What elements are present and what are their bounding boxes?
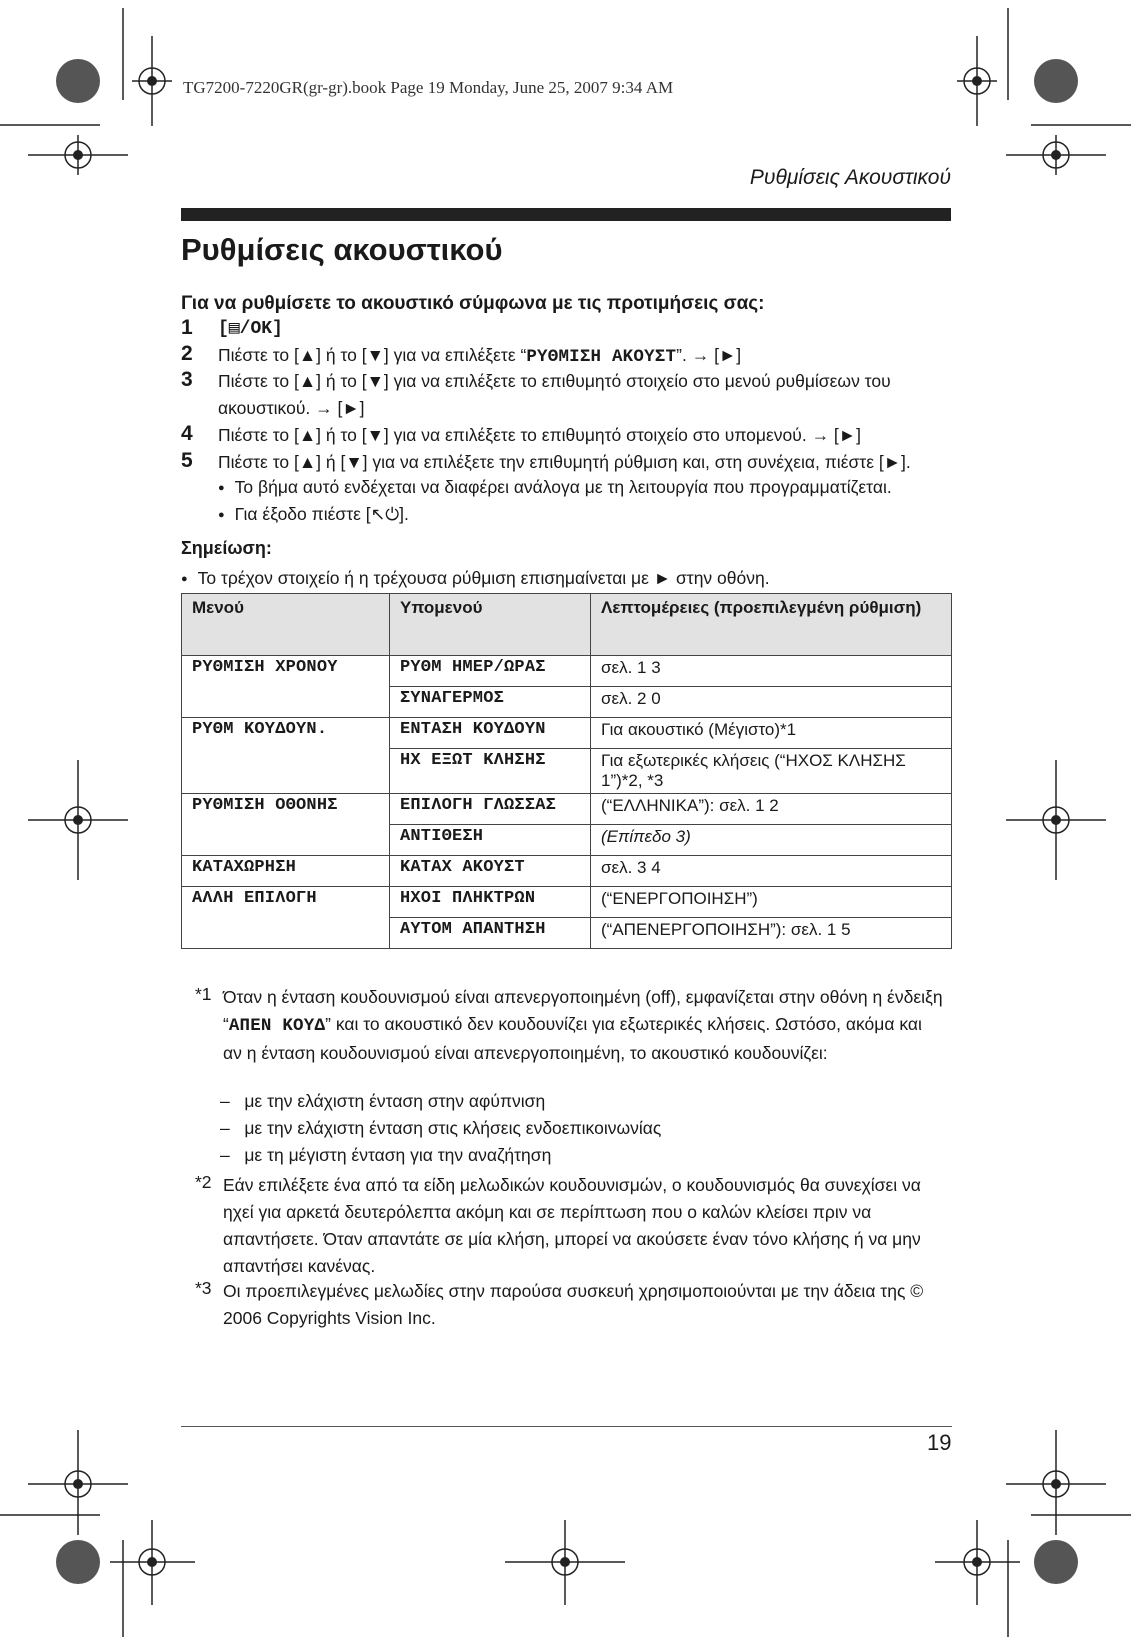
page-number: 19 bbox=[927, 1430, 952, 1455]
step-text: Πιέστε το [▲] ή το [▼] για να επιλέξετε “ΡΥΘΜΙΣΗ ΑΚΟΥΣΤ”. → [►] bbox=[218, 345, 742, 367]
footnote-text: Οι προεπιλεγμένες μελωδίες στην παρούσα συσκευή χρησιμοποιούνται με την άδεια της © 2006 Copyrights Vision Inc. bbox=[223, 1281, 924, 1328]
step-bullet: ● Το βήμα αυτό ενδέχεται να διαφέρει ανάλογα με τη λειτουργία που προγραμματίζεται. bbox=[218, 477, 892, 498]
cell-menu: ΚΑΤΑΧΩΡΗΣΗ bbox=[182, 856, 390, 887]
title-divider bbox=[181, 208, 951, 221]
intro-text: Για να ρυθμίσετε το ακουστικό σύμφωνα με τις προτιμήσεις σας: bbox=[181, 293, 765, 314]
cell-submenu: ΕΠΙΛΟΓΗ ΓΛΩΣΣΑΣ bbox=[390, 794, 591, 825]
footnote-mark: *2 bbox=[195, 1172, 212, 1192]
table-row bbox=[182, 718, 952, 749]
cell-detail: σελ. 3 4 bbox=[591, 856, 952, 887]
table-row bbox=[182, 856, 952, 887]
page-title: Ρυθμίσεις ακουστικού bbox=[181, 232, 503, 267]
step-number: 1 bbox=[181, 316, 193, 339]
cell-menu: ΑΛΛΗ ΕΠΙΛΟΓΗ bbox=[182, 887, 390, 918]
step-bullet: ● Για έξοδο πιέστε [↖⏻]. bbox=[218, 504, 409, 525]
cell-detail: σελ. 2 0 bbox=[591, 687, 952, 718]
section-title: Ρυθμίσεις Ακουστικού bbox=[749, 166, 951, 189]
cell-submenu: ΚΑΤΑΧ ΑΚΟΥΣΤ bbox=[390, 856, 591, 887]
table-row bbox=[182, 656, 952, 687]
footnote-dash-item: – με τη μέγιστη ένταση για την αναζήτηση bbox=[220, 1145, 552, 1165]
cell-submenu: ΗΧ ΕΞΩΤ ΚΛΗΣΗΣ bbox=[390, 749, 591, 794]
cell-menu bbox=[182, 749, 390, 794]
cell-menu bbox=[182, 825, 390, 856]
header-submenu: Υπομενού bbox=[390, 594, 591, 656]
step-text: Πιέστε το [▲] ή το [▼] για να επιλέξετε το επιθυμητό στοιχείο στο υπομενού. → [►] bbox=[218, 425, 861, 445]
cell-menu bbox=[182, 918, 390, 949]
footnote-mark: *1 bbox=[195, 984, 212, 1004]
cell-detail: (Επίπεδο 3) bbox=[591, 825, 952, 856]
table-row bbox=[182, 825, 952, 856]
step-number: 2 bbox=[181, 342, 193, 365]
cell-submenu: ΑΥΤΟΜ ΑΠΑΝΤΗΣΗ bbox=[390, 918, 591, 949]
cell-menu bbox=[182, 687, 390, 718]
table-row bbox=[182, 887, 952, 918]
book-header: TG7200-7220GR(gr-gr).book Page 19 Monday, June 25, 2007 9:34 AM bbox=[183, 78, 674, 97]
cell-submenu: ΡΥΘΜ ΗΜΕΡ/ΩΡΑΣ bbox=[390, 656, 591, 687]
footnote-dash-item: – με την ελάχιστη ένταση στην αφύπνιση bbox=[220, 1091, 546, 1111]
step-number: 3 bbox=[181, 368, 193, 391]
cell-submenu: ΗΧΟΙ ΠΛΗΚΤΡΩΝ bbox=[390, 887, 591, 918]
cell-detail: Για ακουστικό (Μέγιστο)*1 bbox=[591, 718, 952, 749]
cell-detail: σελ. 1 3 bbox=[591, 656, 952, 687]
step-text: Πιέστε το [▲] ή [▼] για να επιλέξετε την επιθυμητή ρύθμιση και, στη συνέχεια, πιέστε [►]. bbox=[218, 452, 911, 472]
table-header-row bbox=[182, 594, 952, 656]
table-row bbox=[182, 918, 952, 949]
header-menu: Μενού bbox=[182, 594, 390, 656]
cell-detail: (“ΕΝΕΡΓΟΠΟΙΗΣΗ”) bbox=[591, 887, 952, 918]
note-title: Σημείωση: bbox=[181, 538, 272, 558]
step-number: 4 bbox=[181, 422, 193, 445]
cell-menu: ΡΥΘΜΙΣΗ ΧΡΟΝΟΥ bbox=[182, 656, 390, 687]
cell-detail: (“ΕΛΛΗΝΙΚΑ”): σελ. 1 2 bbox=[591, 794, 952, 825]
cell-detail: (“ΑΠΕΝΕΡΓΟΠΟΙΗΣΗ”): σελ. 1 5 bbox=[591, 918, 952, 949]
cell-detail: Για εξωτερικές κλήσεις (“ΗΧΟΣ ΚΛΗΣΗΣ 1”)*2, *3 bbox=[591, 749, 952, 794]
cell-submenu: ΕΝΤΑΣΗ ΚΟΥΔΟΥΝ bbox=[390, 718, 591, 749]
cell-menu: ΡΥΘΜ ΚΟΥΔΟΥΝ. bbox=[182, 718, 390, 749]
table-row bbox=[182, 687, 952, 718]
footer-divider bbox=[181, 1426, 952, 1427]
footnote-mark: *3 bbox=[195, 1278, 212, 1298]
header-details: Λεπτομέρειες (προεπιλεγμένη ρύθμιση) bbox=[591, 594, 952, 656]
cell-menu: ΡΥΘΜΙΣΗ ΟΘΟΝΗΣ bbox=[182, 794, 390, 825]
footnote-dash-item: – με την ελάχιστη ένταση στις κλήσεις ενδοεπικοινωνίας bbox=[220, 1118, 662, 1138]
table-row bbox=[182, 749, 952, 794]
note-bullet: ● Το τρέχον στοιχείο ή η τρέχουσα ρύθμιση επισημαίνεται με ► στην οθόνη. bbox=[181, 568, 770, 589]
menu-table bbox=[181, 593, 952, 949]
step-number: 5 bbox=[181, 449, 193, 472]
step-text: [▤/OK] bbox=[218, 319, 283, 339]
cell-submenu: ΑΝΤΙΘΕΣΗ bbox=[390, 825, 591, 856]
step-text: Πιέστε το [▲] ή το [▼] για να επιλέξετε το επιθυμητό στοιχείο στο μενού ρυθμίσεων του ακουστικού. → [►] bbox=[218, 371, 891, 418]
table-row bbox=[182, 794, 952, 825]
cell-submenu: ΣΥΝΑΓΕΡΜΟΣ bbox=[390, 687, 591, 718]
footnote-text: Όταν η ένταση κουδουνισμού είναι απενεργοποιημένη (off), εμφανίζεται στην οθόνη η ένδειξη “ΑΠΕΝ ΚΟΥΔ” και το ακουστικό δεν κουδουνίζει για εξωτερικές κλήσεις. Ωστόσο, ακόμα και αν η ένταση κουδουνισμού είναι απενεργοποιημένη, το ακουστικό κουδουνίζει: bbox=[223, 987, 943, 1063]
footnote-text: Εάν επιλέξετε ένα από τα είδη μελωδικών κουδουνισμών, ο κουδουνισμός θα συνεχίσει να ηχεί για αρκετά δευτερόλεπτα ακόμη και σε περίπτωση που ο καλών κλείσει πριν να απαντήσετε. Όταν απαντάτε σε μία κλήση, μπορεί να ακούσετε έναν τόνο κλήσης ή να μην απαντήσει κανένας. bbox=[223, 1175, 921, 1276]
